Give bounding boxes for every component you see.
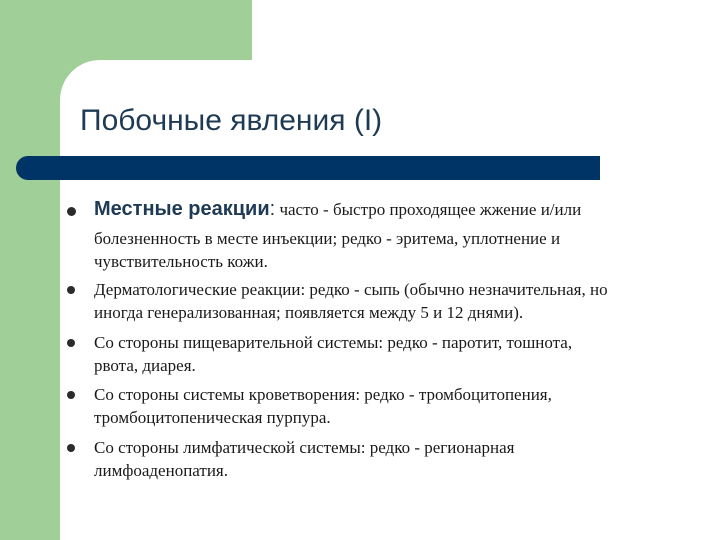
title-underline-bar (16, 156, 600, 180)
list-item-2-line-1: Дерматологические реакции: редко - сыпь (обычно незначительная, но (94, 280, 608, 299)
bullet-dot-4 (67, 391, 75, 399)
slide-title: Побочные явления (I) (80, 104, 383, 137)
list-item-1-line-1 (94, 198, 581, 221)
list-item-1-lead: Местные реакции (94, 198, 270, 220)
list-item-4-line-1: Со стороны системы кроветворения: редко - тромбоцитопения, (94, 385, 552, 404)
list-item-1-line-2: болезненность в месте инъекции; редко - эритема, уплотнение и (94, 229, 561, 248)
list-item-3-line-1: Со стороны пищеварительной системы: редко - паротит, тошнота, (94, 333, 573, 352)
list-item-5-line-2: лимфоаденопатия. (94, 461, 228, 480)
bullet-dot-5 (67, 444, 75, 452)
bullet-dot-3 (67, 339, 75, 347)
list-item-1-line-3: чувствительность кожи. (94, 252, 268, 271)
list-item-1-lead-colon: : (269, 198, 276, 220)
list-item-3-line-2: рвота, диарея. (94, 356, 196, 375)
bullet-dot-1 (67, 207, 76, 216)
list-item-1-text: часто - быстро проходящее жжение и/или (275, 200, 582, 219)
bullet-dot-2 (67, 286, 75, 294)
list-item-5-line-1: Со стороны лимфатической системы: редко - регионарная (94, 438, 515, 457)
green-left-stripe (0, 0, 60, 540)
list-item-4-line-2: тромбоцитопеническая пурпура. (94, 408, 331, 427)
list-item-2-line-2: иногда генерализованная; появляется между 5 и 12 днями). (94, 303, 524, 322)
